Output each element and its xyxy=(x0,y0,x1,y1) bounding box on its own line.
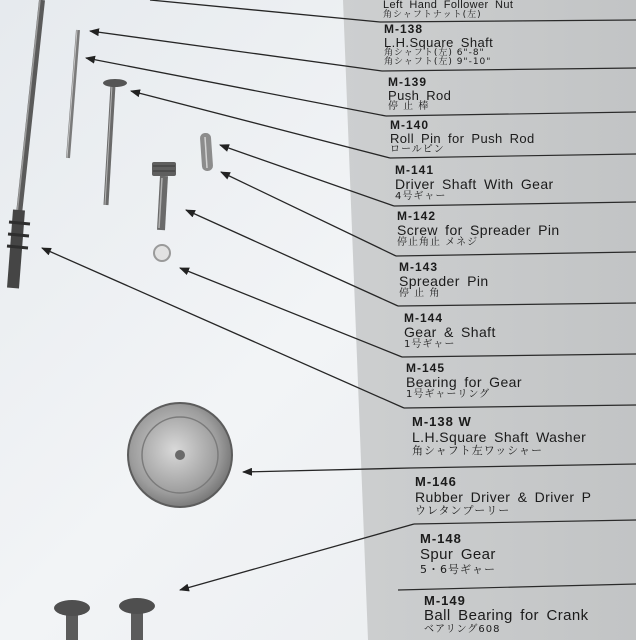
part-name-japanese: 4号ギャー xyxy=(395,191,447,202)
part-name: Spur Gear xyxy=(420,546,496,563)
part-name: Rubber Driver & Driver P xyxy=(415,489,592,505)
part-entry-m138w xyxy=(412,414,586,457)
part-name-japanese: 1号ギャー xyxy=(404,339,456,350)
part-entry-m138 xyxy=(384,23,493,67)
part-code: M-142 xyxy=(397,209,437,223)
part-entry-m149 xyxy=(424,594,589,636)
part-name: Bearing for Gear xyxy=(406,374,522,390)
part-entry-m140 xyxy=(390,119,535,155)
part-name: L.H.Square Shaft xyxy=(384,35,494,50)
part-name-japanese: 角シャフト左ワッシャー xyxy=(412,444,544,457)
part-name-japanese: ロールピン xyxy=(390,144,445,155)
part-name-japanese: 停 止 棒 xyxy=(388,101,430,112)
part-name-japanese: 停 止 角 xyxy=(399,288,441,299)
part-entry-m146 xyxy=(415,474,591,517)
part-entry-follower-nut xyxy=(383,0,513,20)
part-entry-m139 xyxy=(388,76,451,112)
part-code: M-141 xyxy=(395,163,435,177)
part-code: M-149 xyxy=(424,593,466,608)
part-name: Gear & Shaft xyxy=(404,324,496,340)
part-name: Ball Bearing for Crank xyxy=(424,607,589,624)
part-name: Spreader Pin xyxy=(399,273,489,289)
part-name-japanese: ベアリング608 xyxy=(424,624,501,635)
part-name-japanese: 角シャフト(左) 9"-10" xyxy=(384,57,492,67)
bearing-ring-drawing xyxy=(154,245,170,261)
part-name: L.H.Square Shaft Washer xyxy=(412,429,587,445)
part-name: Left Hand Follower Nut xyxy=(383,0,514,11)
part-name-japanese: 1号ギャーリング xyxy=(406,389,491,400)
part-entry-m145 xyxy=(406,362,522,400)
part-name: Driver Shaft With Gear xyxy=(395,176,554,192)
part-code: M-138 xyxy=(384,22,424,36)
part-code: M-145 xyxy=(406,361,446,375)
part-code: M-148 xyxy=(420,531,462,546)
part-name-japanese: ウレタンプーリー xyxy=(415,504,511,517)
part-name-japanese: 角シャフトナット(左) xyxy=(383,10,482,20)
part-code: M-143 xyxy=(399,260,439,274)
part-name-japanese: 角シャフト(左) 6"-8" xyxy=(384,48,485,58)
part-name: Push Rod xyxy=(388,88,452,103)
part-name-japanese: 5・6号ギャー xyxy=(420,563,496,576)
part-code: M-138 W xyxy=(412,414,472,429)
part-code: M-140 xyxy=(390,118,430,132)
part-entry-m144 xyxy=(404,312,496,350)
part-code: M-146 xyxy=(415,474,457,489)
part-entry-m141 xyxy=(395,164,554,202)
part-entry-m143 xyxy=(399,261,489,299)
part-code: M-139 xyxy=(388,75,428,89)
part-name: Screw for Spreader Pin xyxy=(397,222,560,238)
part-entry-m142 xyxy=(397,210,560,248)
washer-drawing xyxy=(128,403,232,507)
part-code: M-144 xyxy=(404,311,444,325)
part-name: Roll Pin for Push Rod xyxy=(390,131,535,146)
part-name-japanese: 停止角止 メネジ xyxy=(397,237,479,248)
part-entry-m148 xyxy=(420,531,496,576)
